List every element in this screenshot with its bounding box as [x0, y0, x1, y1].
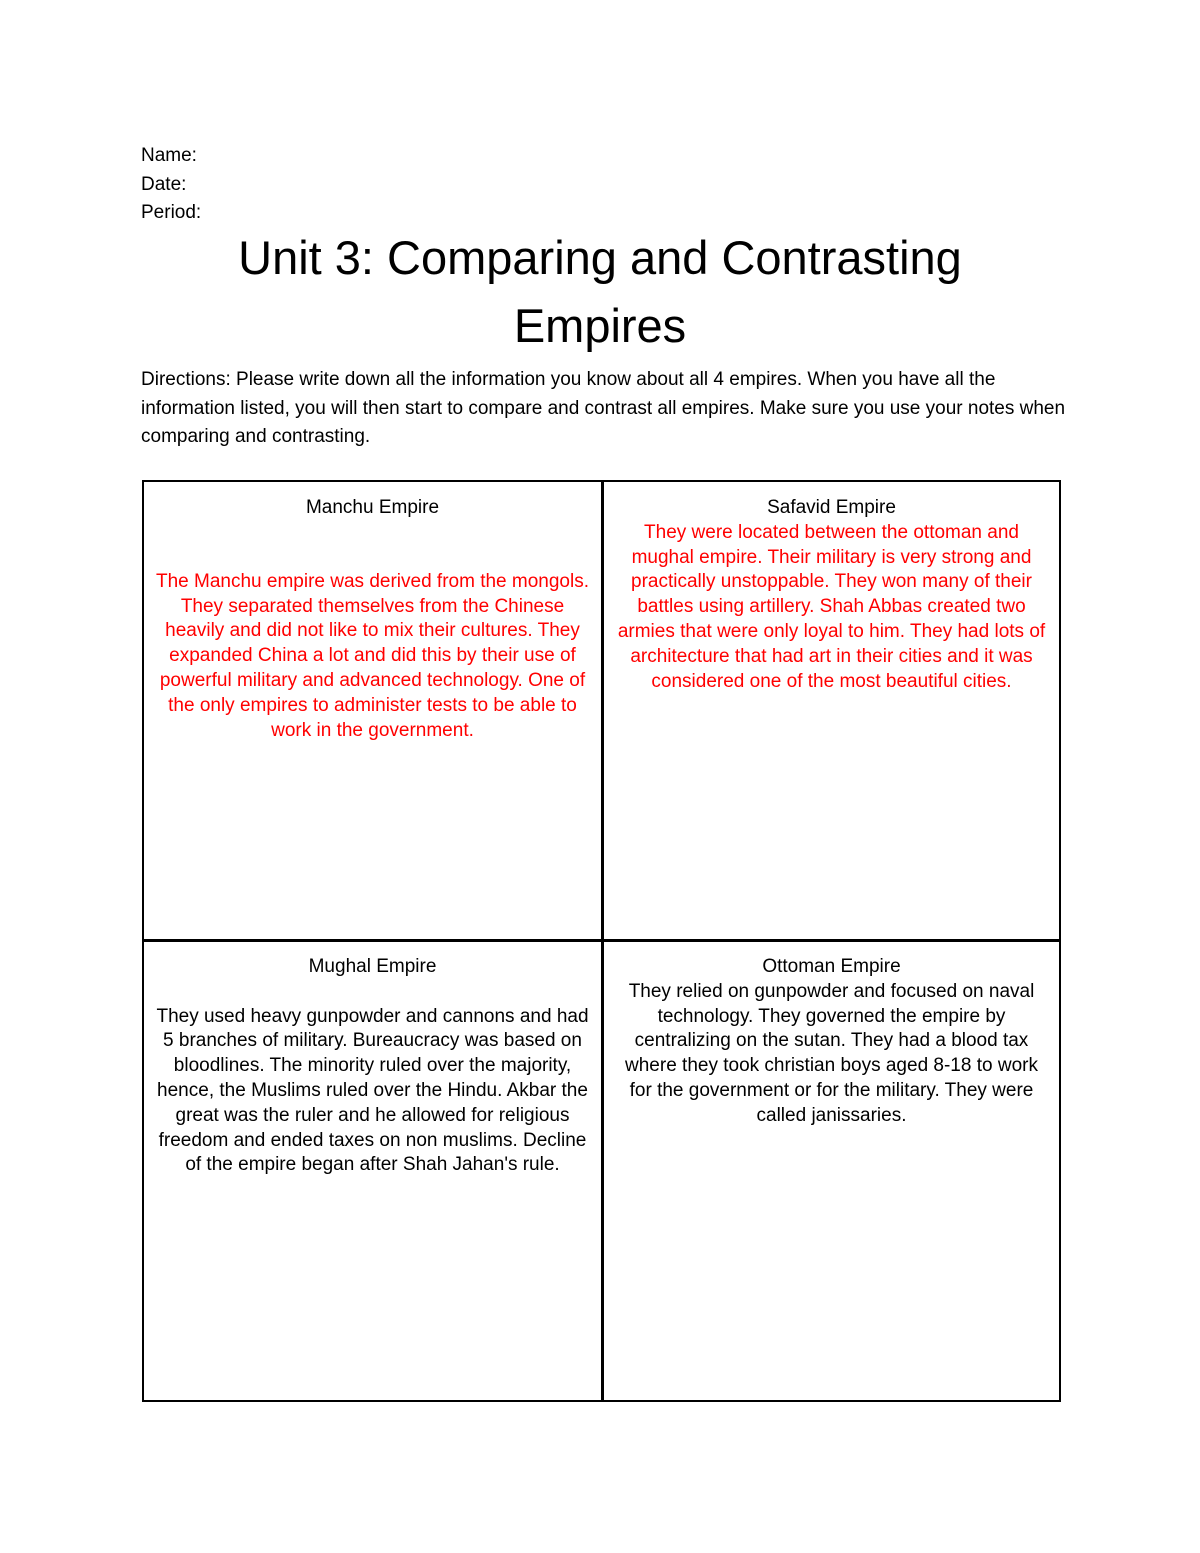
cell-mughal-empire	[144, 955, 601, 1178]
name-label: Name:	[141, 145, 197, 166]
period-label: Period:	[141, 202, 202, 223]
cell-body-manchu: The Manchu empire was derived from the mongols. They separated themselves from the Chinese heavily and did not like to mix their cultures. They expanded China a lot and did this by their use of powerful military and advanced technology. One of the only empires to administer tests to be able to work in the government.	[156, 570, 589, 741]
page-title	[141, 224, 1059, 360]
cell-ottoman-empire	[604, 955, 1059, 1129]
empires-comparison-table	[142, 480, 1061, 1402]
cell-body-safavid: They were located between the ottoman and mughal empire. Their military is very strong and practically unstoppable. They won many of their battles using artillery. Shah Abbas created two armies that were only loyal to him. They had lots of architecture that had art in their cities and it was considered one of the most beautiful cities.	[617, 521, 1046, 692]
date-label: Date:	[141, 173, 187, 195]
title-line-2: Empires	[513, 299, 687, 352]
cell-heading-safavid: Safavid Empire	[767, 497, 896, 518]
cell-heading-mughal: Mughal Empire	[308, 956, 437, 977]
cell-heading-ottoman: Ottoman Empire	[762, 956, 901, 977]
table-horizontal-divider	[144, 939, 1059, 942]
title-line-1: Unit 3: Comparing and Contrasting	[238, 231, 962, 284]
cell-body-ottoman: They relied on gunpowder and focused on naval technology. They governed the empire by centralizing on the sutan. They had a blood tax where they took christian boys aged 8-18 to work for the government or for the military. They were called janissaries.	[625, 980, 1038, 1126]
directions-text: Directions: Please write down all the information you know about all 4 empires. When you have all the information listed, you will then start to compare and contrast all empires. Make sure you use your notes when comparing and contrasting.	[141, 369, 1066, 447]
cell-safavid-empire	[604, 496, 1059, 694]
cell-heading-manchu: Manchu Empire	[305, 497, 440, 518]
cell-body-mughal: They used heavy gunpowder and cannons and had 5 branches of military. Bureaucracy was based on bloodlines. The minority ruled over the majority, hence, the Muslims ruled over the Hindu. Akbar the great was the ruler and he allowed for religious freedom and ended taxes on non muslims. Decline of the empire began after Shah Jahan's rule.	[156, 1005, 589, 1176]
student-info-fields	[141, 142, 201, 228]
cell-manchu-empire	[144, 496, 601, 743]
